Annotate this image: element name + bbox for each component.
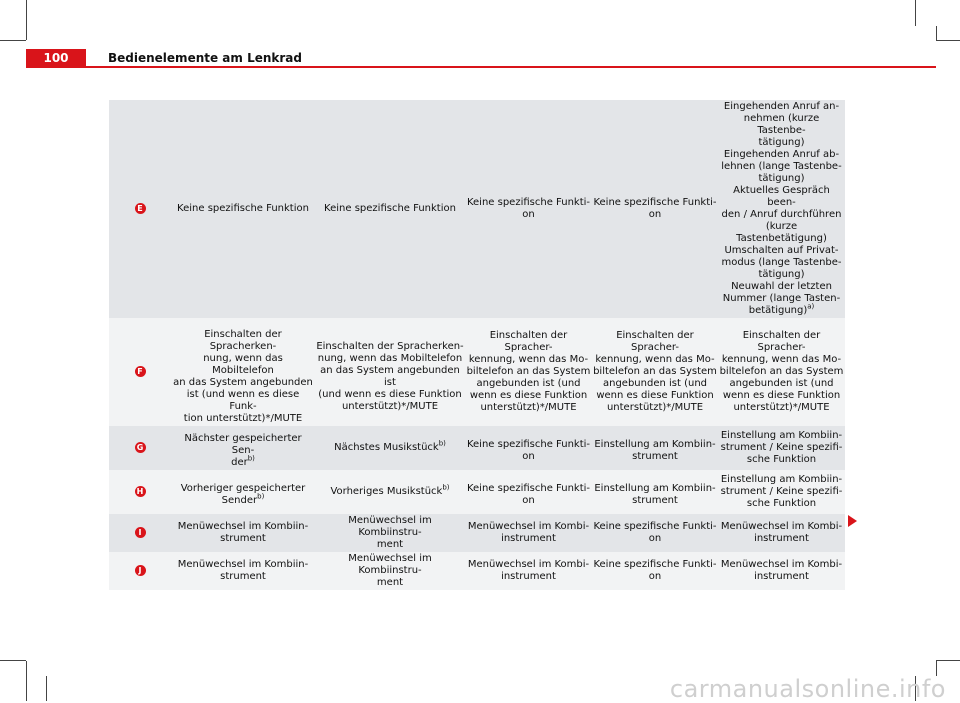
table-cell: Keine spezifische Funkti- on [592,100,718,318]
table-cell: Keine spezifische Funkti- on [465,426,592,470]
crop-mark [0,660,26,661]
table-cell: Einschalten der Spracherken- nung, wenn das Mobiltelefon an das System angebunden ist (und wenn es diese Funktion unterstützt)*/MUTE [315,318,465,426]
function-table [109,100,845,590]
crop-mark [0,40,26,41]
table-cell: Einschalten der Spracherken- nung, wenn das Mobiltelefon an das System angebunden ist (und wenn es diese Funk- tion unterstützt)*/MUTE [171,318,315,426]
continue-arrow-icon [848,515,857,527]
table-row [109,426,845,470]
crop-mark [26,0,27,40]
table-cell: Menüwechsel im Kombiin- strument [171,514,315,552]
key-badge: F [135,366,146,377]
table-cell: Einstellung am Kombiin- strument [592,470,718,514]
crop-mark [936,661,937,676]
table-row [109,470,845,514]
crop-mark [936,26,937,40]
table-cell: Einschalten der Spracher- kennung, wenn das Mo- biltelefon an das System angebunden ist (und wenn es diese Funktion unterstützt)*/MUTE [592,318,718,426]
table-cell: Menüwechsel im Kombiinstru- ment [315,552,465,590]
crop-mark [46,676,47,701]
crop-mark [26,661,27,701]
table-cell: Keine spezifische Funkti- on [592,552,718,590]
key-cell [109,470,171,514]
table-cell: Vorheriger gespeicherter Sender$^{b)}$ [171,470,315,514]
table-cell: Einstellung am Kombiin- strument / Keine spezifi- sche Funktion [718,470,845,514]
crop-mark [915,0,916,26]
table-row [109,552,845,590]
table-row [109,318,845,426]
table-cell: Menüwechsel im Kombi- instrument [718,552,845,590]
table-cell: Einstellung am Kombiin- strument [592,426,718,470]
table-cell: Menüwechsel im Kombiinstru- ment [315,514,465,552]
key-cell [109,318,171,426]
table-cell: Nächstes Musikstück$^{b)}$ [315,426,465,470]
table-cell: Keine spezifische Funkti- on [592,514,718,552]
key-badge: I [135,527,146,538]
key-badge: E [135,203,146,214]
table-cell: Menüwechsel im Kombi- instrument [718,514,845,552]
table-cell: Einschalten der Spracher- kennung, wenn das Mo- biltelefon an das System angebunden ist (und wenn es diese Funktion unterstützt)*/MUTE [465,318,592,426]
table-cell: Nächster gespeicherter Sen- der$^{b)}$ [171,426,315,470]
table-cell: Menüwechsel im Kombi- instrument [465,552,592,590]
crop-mark [936,660,960,661]
table-cell: Einstellung am Kombiin- strument / Keine spezifi- sche Funktion [718,426,845,470]
table-row [109,100,845,318]
table-cell: Menüwechsel im Kombiin- strument [171,552,315,590]
key-badge: G [135,442,146,453]
table-cell: Eingehenden Anruf an- nehmen (kurze Tastenbe- tätigung) Eingehenden Anruf ab- lehnen (lange Tastenbe- tätigung) Aktuelles Gespräch been- den / Anruf durchführen (kurze Tastenbetätigung) Umschalten auf Privat- modus (lange Tastenbe- tätigung) Neuwahl der letzten Nummer (lange Tasten- betätigung)$^{a)}$ [718,100,845,318]
key-cell [109,514,171,552]
crop-mark [936,40,960,41]
header-rule [86,66,936,68]
key-badge: H [135,486,146,497]
table-cell: Menüwechsel im Kombi- instrument [465,514,592,552]
key-cell [109,426,171,470]
table-cell: Keine spezifische Funkti- on [465,470,592,514]
table-cell: Keine spezifische Funktion [171,100,315,318]
table-cell: Keine spezifische Funktion [315,100,465,318]
table-cell: Vorheriges Musikstück$^{b)}$ [315,470,465,514]
page-number-box [26,49,86,68]
key-badge: J [135,565,146,576]
watermark: carmanualsonline.info [669,675,946,703]
table-row [109,514,845,552]
table-cell: Keine spezifische Funkti- on [465,100,592,318]
key-cell [109,100,171,318]
key-cell [109,552,171,590]
table-cell: Einschalten der Spracher- kennung, wenn das Mo- biltelefon an das System angebunden ist (und wenn es diese Funktion unterstützt)*/MUTE [718,318,845,426]
page-title: Bedienelemente am Lenkrad [108,51,302,65]
page-number: 100 [43,51,69,65]
